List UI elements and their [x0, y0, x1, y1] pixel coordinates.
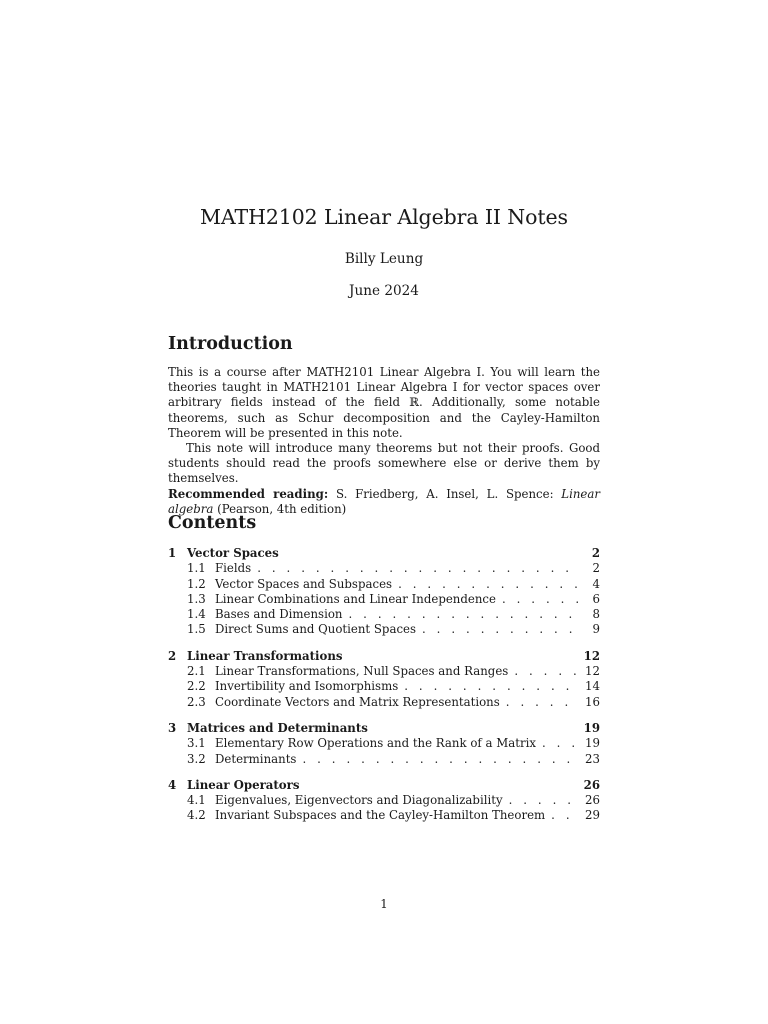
toc-chapter — [168, 546, 600, 638]
toc-chapter — [168, 778, 600, 824]
toc-section-number: 1.5 — [187, 622, 206, 637]
toc-chapter — [168, 649, 600, 710]
toc-section-title: Fields — [215, 561, 252, 576]
toc-chapter-title: Matrices and Determinants — [187, 720, 368, 735]
toc-section-number: 3.2 — [187, 751, 206, 766]
toc-chapter-title: Linear Operators — [187, 777, 300, 792]
table-of-contents — [168, 546, 600, 835]
toc-section-page: 14 — [585, 679, 600, 694]
toc-chapter-entry[interactable] — [168, 546, 600, 561]
toc-section-number: 1.2 — [187, 576, 206, 591]
toc-section-title: Invertibility and Isomorphisms — [215, 679, 399, 694]
toc-section-title: Determinants — [215, 751, 297, 766]
toc-section-number: 3.1 — [187, 736, 206, 751]
toc-section-entry[interactable] — [168, 592, 600, 607]
toc-section-page: 6 — [592, 591, 600, 606]
toc-section-number: 2.3 — [187, 694, 206, 709]
toc-section-entry[interactable] — [168, 808, 600, 823]
toc-section-page: 19 — [585, 736, 600, 751]
toc-chapter-number: 1 — [168, 546, 177, 560]
toc-section-entry[interactable] — [168, 607, 600, 622]
toc-section-number: 1.1 — [187, 561, 206, 576]
toc-section-page: 4 — [592, 576, 600, 591]
introduction-paragraph-2: This note will introduce many theorems but not their proofs. Good students should read the proofs somewhere else or derive them by themselves. — [168, 441, 600, 486]
introduction-paragraph-1: This is a course after MATH2101 Linear Algebra I. You will learn the theories taught in MATH2101 Linear Algebra I for vector spaces over arbitrary fields instead of the field ℝ. Additionally, some notable theorems, such as Schur decomposition and the Cayley-Hamilton Theorem will be presented in this note. — [168, 365, 600, 440]
toc-leader-dots — [551, 808, 577, 823]
toc-section-page: 12 — [585, 664, 600, 679]
toc-chapter-page: 2 — [591, 546, 600, 560]
toc-chapter-number: 3 — [168, 720, 177, 735]
recommended-reading-label: Recommended reading: — [168, 486, 329, 501]
document-page — [168, 0, 600, 1024]
toc-chapter-entry[interactable] — [168, 649, 600, 664]
toc-chapter-page: 12 — [583, 648, 600, 663]
toc-section-title: Bases and Dimension — [215, 607, 343, 622]
toc-chapter-number: 4 — [168, 777, 177, 792]
toc-chapter-page: 19 — [583, 720, 600, 735]
toc-leader-dots — [349, 607, 579, 622]
toc-section-title: Linear Transformations, Null Spaces and Ranges — [215, 664, 509, 679]
toc-chapter-entry[interactable] — [168, 778, 600, 793]
toc-section-number: 1.3 — [187, 591, 206, 606]
toc-section-entry[interactable] — [168, 679, 600, 694]
toc-section-entry[interactable] — [168, 664, 600, 679]
toc-chapter-number: 2 — [168, 648, 177, 663]
toc-section-title: Direct Sums and Quotient Spaces — [215, 622, 417, 637]
toc-section-page: 9 — [592, 622, 600, 637]
recommended-reading-title: Linear algebra — [168, 486, 601, 516]
toc-leader-dots — [302, 752, 577, 767]
toc-section-number: 2.1 — [187, 664, 206, 679]
toc-chapter-entry[interactable] — [168, 721, 600, 736]
toc-section-entry[interactable] — [168, 736, 600, 751]
toc-section-title: Coordinate Vectors and Matrix Representations — [215, 694, 500, 709]
page-number: 1 — [380, 897, 388, 911]
toc-section-number: 4.1 — [187, 793, 206, 808]
toc-section-title: Elementary Row Operations and the Rank of a Matrix — [215, 736, 537, 751]
toc-chapter-title: Vector Spaces — [187, 546, 279, 560]
toc-section-number: 2.2 — [187, 679, 206, 694]
recommended-reading-authors: S. Friedberg, A. Insel, L. Spence: — [328, 486, 562, 501]
toc-section-entry[interactable] — [168, 793, 600, 808]
recommended-reading-edition: (Pearson, 4th edition) — [213, 501, 347, 516]
toc-leader-dots — [398, 577, 578, 592]
toc-section-page: 16 — [585, 694, 600, 709]
toc-section-entry[interactable] — [168, 752, 600, 767]
document-author: Billy Leung — [344, 251, 424, 267]
toc-section-title: Vector Spaces and Subspaces — [215, 576, 393, 591]
toc-leader-dots — [404, 679, 577, 694]
toc-section-title: Eigenvalues, Eigenvectors and Diagonalizability — [215, 793, 503, 808]
toc-chapter — [168, 721, 600, 767]
document-title: MATH2102 Linear Algebra II Notes — [200, 205, 568, 229]
toc-section-entry[interactable] — [168, 622, 600, 637]
toc-section-entry[interactable] — [168, 577, 600, 592]
introduction-heading: Introduction — [168, 334, 293, 354]
toc-leader-dots — [509, 793, 577, 808]
toc-leader-dots — [257, 561, 578, 576]
toc-leader-dots — [502, 592, 578, 607]
toc-section-number: 4.2 — [187, 808, 206, 823]
toc-section-page: 29 — [585, 808, 600, 823]
toc-section-page: 23 — [585, 751, 600, 766]
introduction-body — [168, 365, 600, 517]
toc-leader-dots — [542, 736, 577, 751]
toc-section-page: 8 — [592, 607, 600, 622]
toc-section-entry[interactable] — [168, 695, 600, 710]
toc-leader-dots — [506, 695, 577, 710]
toc-section-page: 26 — [585, 793, 600, 808]
contents-heading: Contents — [168, 513, 257, 533]
toc-section-entry[interactable] — [168, 561, 600, 576]
toc-section-page: 2 — [592, 561, 600, 576]
toc-leader-dots — [514, 664, 577, 679]
toc-chapter-title: Linear Transformations — [187, 648, 343, 663]
toc-leader-dots — [422, 622, 578, 637]
toc-section-number: 1.4 — [187, 607, 206, 622]
toc-chapter-page: 26 — [583, 777, 600, 792]
document-date: June 2024 — [349, 283, 419, 299]
toc-section-title: Invariant Subspaces and the Cayley-Hamilton Theorem — [215, 808, 546, 823]
toc-section-title: Linear Combinations and Linear Independence — [215, 591, 496, 606]
